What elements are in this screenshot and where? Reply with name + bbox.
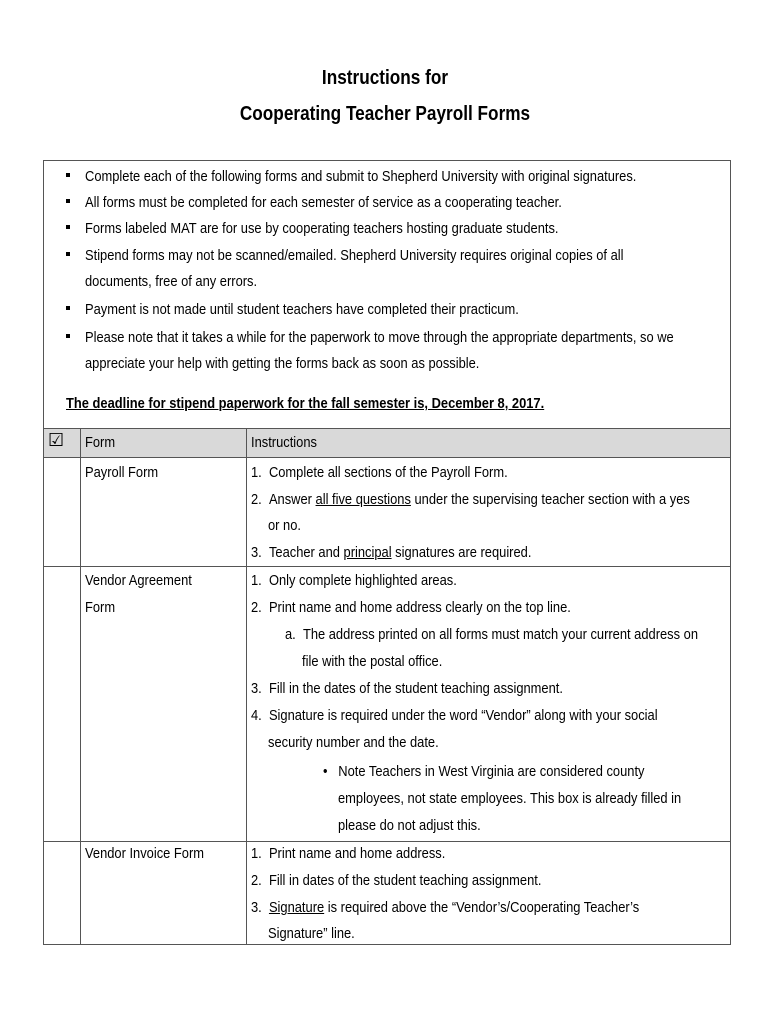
square-bullet-icon bbox=[66, 225, 70, 229]
instruction-line: 3. Fill in the dates of the student teaching assignment. bbox=[251, 680, 563, 697]
form-name-vendor-agreement-cont: Form bbox=[85, 599, 116, 616]
deadline-notice: The deadline for stipend paperwork for the fall semester is, December 8, 2017. bbox=[66, 395, 545, 412]
instruction-line: 3. Signature is required above the “Vendor’s/Cooperating Teacher’s bbox=[251, 899, 640, 916]
instruction-line: 1. Complete all sections of the Payroll Form. bbox=[251, 464, 508, 481]
instruction-line: 1. Only complete highlighted areas. bbox=[251, 572, 457, 589]
page-title-line-2: Cooperating Teacher Payroll Forms bbox=[239, 103, 531, 125]
column-header-instructions: Instructions bbox=[251, 434, 317, 451]
instruction-line: • Note Teachers in West Virginia are considered county bbox=[323, 763, 645, 780]
square-bullet-icon bbox=[66, 306, 70, 310]
square-bullet-icon bbox=[66, 334, 70, 338]
column-divider bbox=[246, 428, 247, 944]
instruction-line: 2. Fill in dates of the student teaching assignment. bbox=[251, 872, 542, 889]
square-bullet-icon bbox=[66, 199, 70, 203]
square-bullet-icon bbox=[66, 252, 70, 256]
round-bullet-icon: • bbox=[323, 763, 328, 780]
instruction-line: please do not adjust this. bbox=[338, 817, 481, 834]
instruction-line: 3. Teacher and principal signatures are required. bbox=[251, 544, 532, 561]
form-name-payroll: Payroll Form bbox=[85, 464, 159, 481]
column-divider bbox=[80, 428, 81, 944]
instruction-line: Signature” line. bbox=[268, 925, 355, 942]
form-name-vendor-invoice: Vendor Invoice Form bbox=[85, 845, 205, 862]
checkbox-checked-icon: ☑ bbox=[48, 430, 65, 451]
instruction-line: security number and the date. bbox=[268, 734, 439, 751]
instruction-line: a. The address printed on all forms must match your current address on bbox=[285, 626, 699, 643]
page-title-line-1: Instructions for bbox=[321, 67, 449, 89]
instruction-line: 2. Print name and home address clearly on the top line. bbox=[251, 599, 571, 616]
row-divider bbox=[44, 566, 730, 567]
form-name-vendor-agreement: Vendor Agreement bbox=[85, 572, 192, 589]
instruction-line: file with the postal office. bbox=[302, 653, 443, 670]
instruction-line: or no. bbox=[268, 517, 301, 534]
instruction-line: 4. Signature is required under the word “Vendor” along with your social bbox=[251, 707, 658, 724]
instruction-line: employees, not state employees. This box is already filled in bbox=[338, 790, 682, 807]
table-header-row bbox=[44, 428, 730, 458]
column-header-form: Form bbox=[85, 434, 116, 451]
instruction-line: 2. Answer all five questions under the supervising teacher section with a yes bbox=[251, 491, 690, 508]
instruction-line: 1. Print name and home address. bbox=[251, 845, 446, 862]
square-bullet-icon bbox=[66, 173, 70, 177]
